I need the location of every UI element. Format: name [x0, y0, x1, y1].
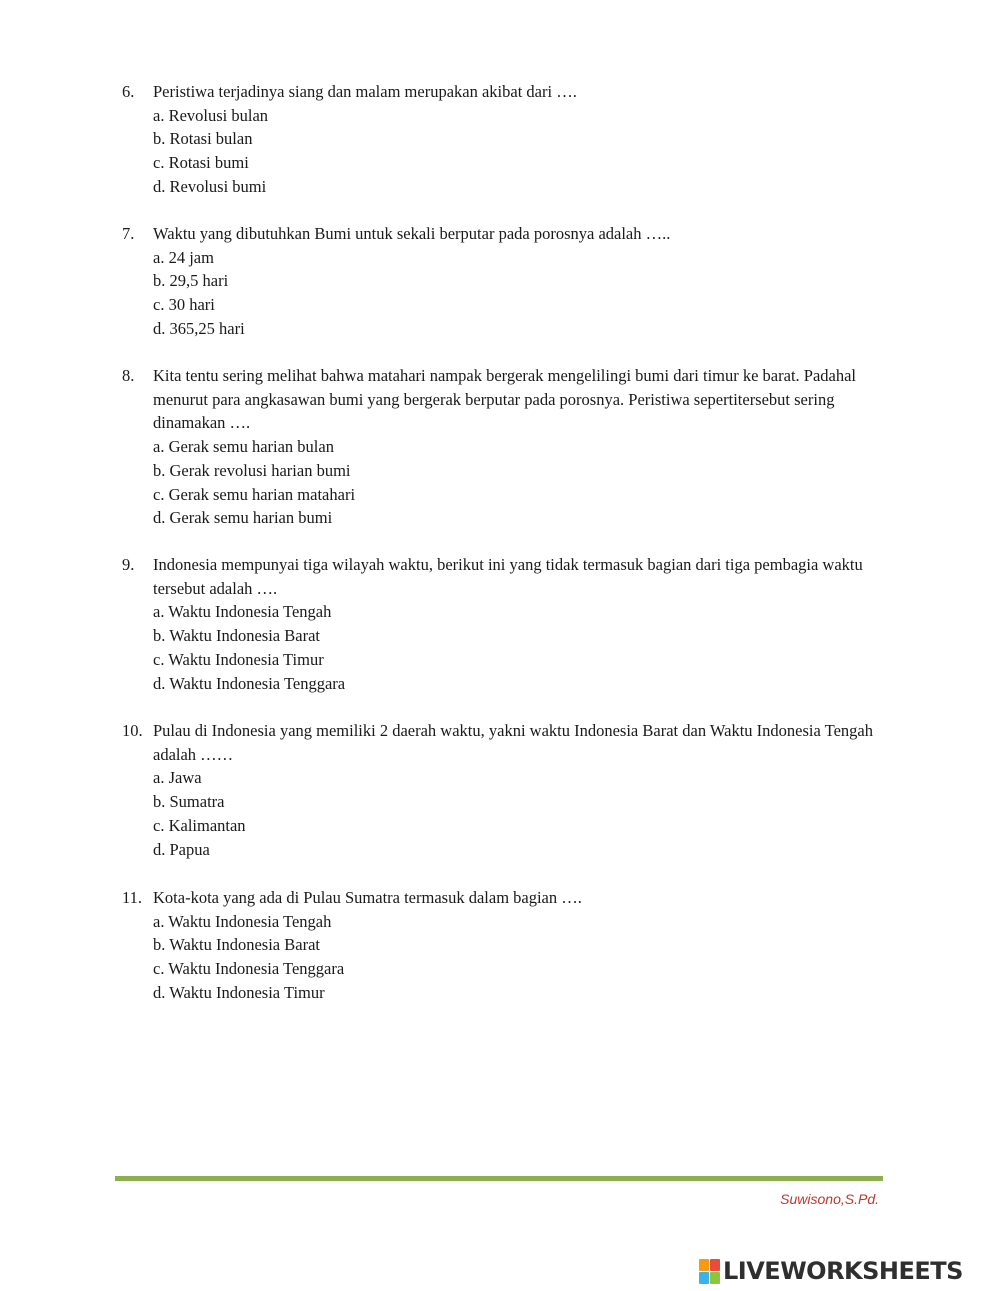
question-number: 10. — [122, 721, 143, 740]
liveworksheets-brand[interactable] — [699, 1256, 963, 1286]
option-c: c. Waktu Indonesia Timur — [153, 649, 324, 669]
logo-block — [699, 1259, 709, 1271]
option-c: c. 30 hari — [153, 295, 215, 315]
option-a: a. Revolusi bulan — [153, 105, 269, 125]
question-6 — [122, 80, 892, 199]
question-number: 9. — [122, 555, 135, 574]
option-a: a. 24 jam — [153, 247, 214, 267]
option-d: d. 365,25 hari — [153, 318, 245, 338]
option-d: d. Waktu Indonesia Tenggara — [153, 673, 346, 693]
option-d: d. Papua — [153, 839, 210, 859]
option-b: b. 29,5 hari — [153, 271, 229, 291]
question-9 — [122, 553, 892, 695]
question-text: Kota-kota yang ada di Pulau Sumatra termasuk dalam bagian …. — [153, 888, 582, 907]
logo-block — [699, 1272, 709, 1284]
option-c: c. Kalimantan — [153, 815, 246, 835]
question-number: 6. — [122, 82, 135, 101]
option-a: a. Waktu Indonesia Tengah — [153, 911, 332, 931]
liveworksheets-logo-icon — [699, 1259, 720, 1284]
question-7 — [122, 222, 892, 341]
option-b: b. Waktu Indonesia Barat — [153, 935, 320, 955]
option-c: c. Rotasi bumi — [153, 153, 249, 173]
footer-divider — [115, 1176, 883, 1181]
option-b: b. Rotasi bulan — [153, 129, 253, 149]
option-b: b. Sumatra — [153, 792, 225, 812]
logo-block — [710, 1272, 720, 1284]
author-name: Suwisono,S.Pd. — [780, 1191, 879, 1207]
option-a: a. Gerak semu harian bulan — [153, 437, 334, 457]
option-b: b. Waktu Indonesia Barat — [153, 626, 320, 646]
question-10 — [122, 719, 892, 861]
option-c: c. Gerak semu harian matahari — [153, 484, 356, 504]
option-a: a. Waktu Indonesia Tengah — [153, 602, 332, 622]
question-text: Waktu yang dibutuhkan Bumi untuk sekali berputar pada porosnya adalah ….. — [153, 224, 671, 243]
question-number: 8. — [122, 366, 135, 385]
option-c: c. Waktu Indonesia Tenggara — [153, 959, 345, 979]
option-d: d. Gerak semu harian bumi — [153, 508, 333, 528]
question-text: Peristiwa terjadinya siang dan malam merupakan akibat dari …. — [153, 82, 577, 101]
question-number: 7. — [122, 224, 135, 243]
logo-block — [710, 1259, 720, 1271]
question-text: Pulau di Indonesia yang memiliki 2 daerah waktu, yakni waktu Indonesia Barat dan Waktu Indonesia Tengah adalah …… — [153, 721, 873, 764]
option-d: d. Waktu Indonesia Timur — [153, 982, 325, 1002]
option-a: a. Jawa — [153, 768, 202, 788]
option-b: b. Gerak revolusi harian bumi — [153, 460, 351, 480]
question-text: Indonesia mempunyai tiga wilayah waktu, berikut ini yang tidak termasuk bagian dari tiga pembagia waktu tersebut adalah …. — [153, 555, 863, 598]
question-number: 11. — [122, 888, 143, 907]
brand-name: LIVEWORKSHEETS — [723, 1257, 963, 1285]
option-d: d. Revolusi bumi — [153, 176, 267, 196]
question-text: Kita tentu sering melihat bahwa matahari nampak bergerak mengelilingi bumi dari timur ke barat. Padahal menurut para angkasawan bumi yang bergerak berputar pada porosnya. Peristiwa sepertitersebut sering dinamakan …. — [153, 366, 857, 433]
question-8 — [122, 364, 892, 530]
question-11 — [122, 886, 892, 1005]
